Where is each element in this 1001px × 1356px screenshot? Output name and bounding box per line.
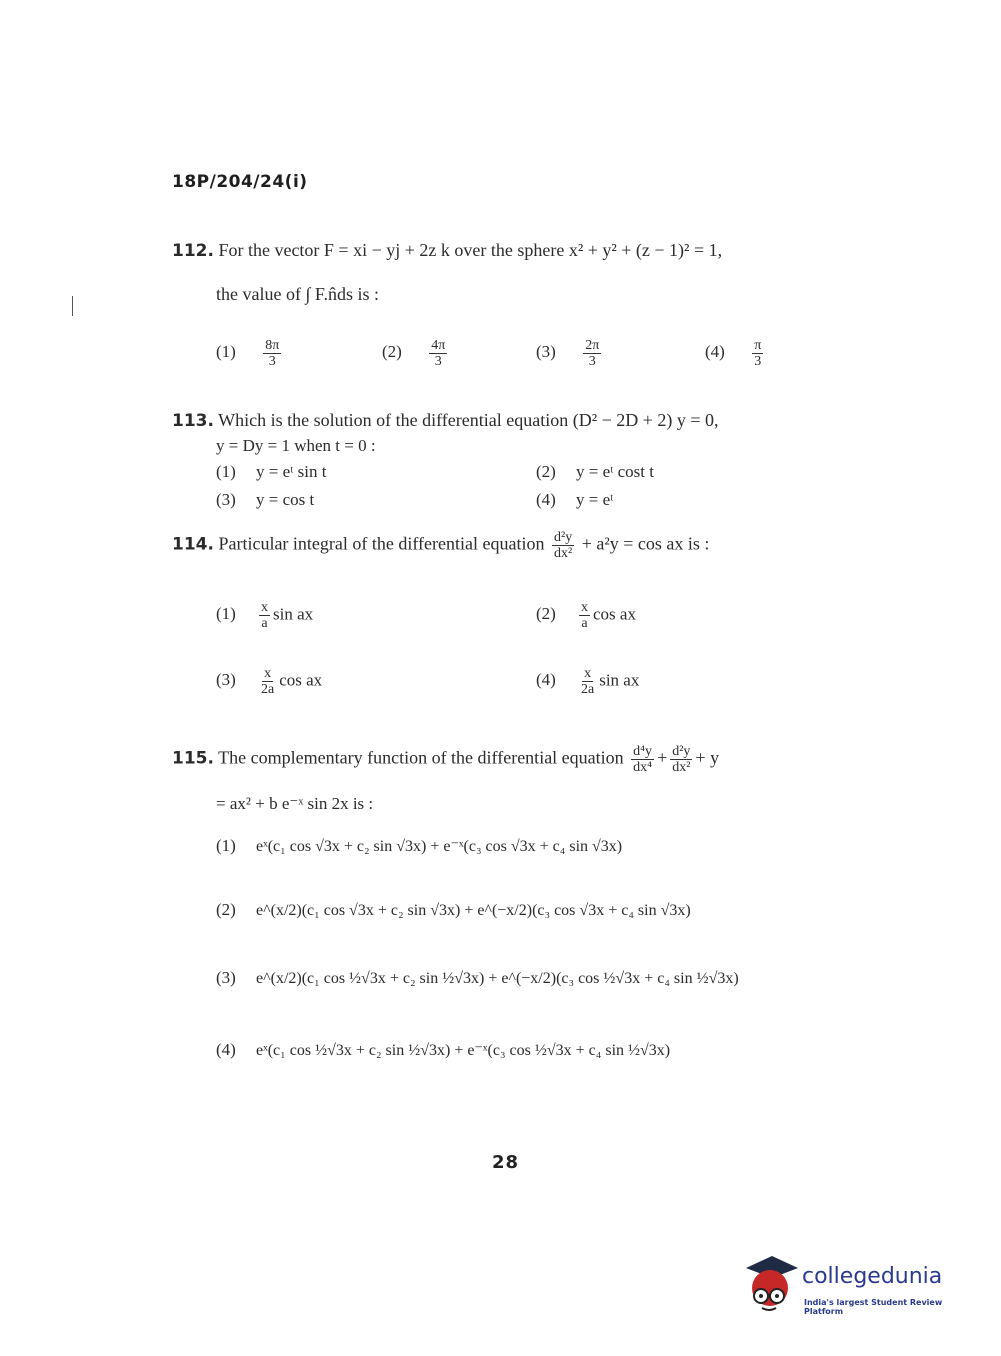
- page-number: 28: [492, 1152, 520, 1173]
- q113-option-1: [216, 462, 326, 482]
- q115-option-3: [216, 968, 739, 988]
- q112-option-3: [536, 338, 604, 369]
- option-text: e^(x/2)(c₁ cos √3x + c₂ sin √3x) + e^(−x/2)(c₃ cos √3x + c₄ sin √3x): [256, 902, 691, 919]
- fraction-numerator: x: [584, 666, 592, 681]
- question-number: 113.: [172, 411, 214, 431]
- option-text: y = eᵗ cost t: [576, 462, 654, 481]
- option-number: (1): [216, 462, 236, 481]
- collegedunia-logo: [742, 1252, 972, 1322]
- fraction-denominator: 3: [588, 354, 596, 369]
- option-number: (2): [382, 342, 402, 362]
- fraction-denominator: a: [261, 616, 268, 631]
- derivative-denominator: dx²: [672, 760, 691, 775]
- option-number: (2): [536, 604, 556, 624]
- brand-tagline: India's largest Student Review Platform: [804, 1298, 943, 1316]
- question-number: 114.: [172, 534, 214, 555]
- question-112-line2: the value of ∫ F.n̂ds is :: [216, 284, 379, 304]
- question-114-line1: [172, 530, 709, 561]
- question-number: 112.: [172, 241, 214, 261]
- option-number: (3): [216, 968, 236, 987]
- option-number: (3): [216, 670, 236, 690]
- fraction-numerator: 4π: [431, 338, 446, 353]
- q112-option-4: [705, 338, 766, 369]
- option-number: (4): [705, 342, 725, 362]
- q114-option-3: [216, 666, 322, 697]
- question-113-line2: y = Dy = 1 when t = 0 :: [216, 436, 376, 455]
- option-text: sin ax: [273, 604, 314, 624]
- option-number: (3): [536, 342, 556, 362]
- option-text: cos ax: [279, 670, 323, 690]
- option-text: e^(x/2)(c₁ cos ½√3x + c₂ sin ½√3x) + e^(−x/2)(c₃ cos ½√3x + c₄ sin ½√3x): [256, 970, 739, 987]
- fraction-numerator: π: [754, 338, 762, 353]
- question-115-line1: 115. The complementary function of the differential equation $\frac{\text{d⁴y}}{\text{dx⁴}}$ + $\frac{\text{d²y}}{\text{dx²}}$ + y: [172, 744, 720, 775]
- option-number: (4): [536, 490, 556, 509]
- option-number: (1): [216, 604, 236, 624]
- q113-option-3: [216, 490, 314, 510]
- question-text: For the vector F = xi − yj + 2z k over the sphere x² + y² + (z − 1)² = 1,: [218, 240, 723, 260]
- fraction-numerator: x: [261, 600, 268, 615]
- derivative-numerator: d²y: [672, 744, 691, 759]
- option-text: y = cos t: [256, 490, 315, 509]
- option-text: sin ax: [599, 670, 640, 690]
- question-115-line2: = ax² + b e⁻ˣ sin 2x is :: [216, 794, 374, 813]
- question-number: 115.: [172, 748, 214, 769]
- option-number: (3): [216, 490, 236, 509]
- option-number: (4): [216, 1040, 236, 1059]
- q112-option-1: [216, 338, 284, 369]
- fraction-denominator: 2a: [261, 682, 275, 697]
- fraction-denominator: 3: [268, 354, 276, 369]
- question-text-tail: + a²y = cos ax is :: [581, 533, 710, 554]
- option-text: y = eᵗ sin t: [256, 462, 327, 481]
- q114-option-4: [536, 666, 639, 697]
- option-number: (4): [536, 670, 556, 690]
- mascot-icon: [742, 1252, 800, 1314]
- fraction-numerator: 2π: [585, 338, 600, 353]
- q115-option-1: [216, 836, 622, 856]
- q113-option-4: [536, 490, 613, 510]
- question-text: Which is the solution of the differential equation (D² − 2D + 2) y = 0,: [218, 410, 719, 430]
- option-number: (2): [216, 900, 236, 919]
- paper-code: 18P/204/24(i): [172, 172, 308, 192]
- option-text: cos ax: [593, 604, 636, 624]
- fraction-numerator: x: [581, 600, 588, 615]
- question-text: The complementary function of the differential equation: [218, 747, 624, 768]
- fraction-numerator: 8π: [265, 338, 280, 353]
- question-112-line1: [172, 240, 722, 261]
- option-text: eˣ(c₁ cos ½√3x + c₂ sin ½√3x) + e⁻ˣ(c₃ cos ½√3x + c₄ sin ½√3x): [256, 1042, 671, 1059]
- derivative-denominator: dx⁴: [633, 760, 653, 775]
- fraction-denominator: a: [581, 616, 588, 631]
- question-text-tail: + y: [695, 747, 720, 768]
- fraction-denominator: 2a: [581, 682, 595, 697]
- option-number: (1): [216, 836, 236, 855]
- derivative-numerator: d²y: [554, 530, 573, 545]
- margin-mark: [72, 296, 73, 316]
- derivative-numerator: d⁴y: [633, 744, 653, 759]
- fraction-denominator: 3: [754, 354, 762, 369]
- option-number: (1): [216, 342, 236, 362]
- fraction-numerator: x: [264, 666, 272, 681]
- q112-option-2: [382, 338, 450, 369]
- q115-option-2: [216, 900, 691, 920]
- question-113-line1: [172, 410, 719, 431]
- derivative-denominator: dx²: [554, 546, 573, 561]
- option-text: y = eᵗ: [576, 490, 614, 509]
- question-text: Particular integral of the differential equation: [218, 533, 545, 554]
- fraction-denominator: 3: [434, 354, 442, 369]
- q114-option-2: [536, 600, 636, 631]
- q115-option-4: [216, 1040, 670, 1060]
- option-number: (2): [536, 462, 556, 481]
- q113-option-2: [536, 462, 654, 482]
- brand-name: collegedunia: [802, 1264, 943, 1289]
- option-text: eˣ(c₁ cos √3x + c₂ sin √3x) + e⁻ˣ(c₃ cos √3x + c₄ sin √3x): [256, 838, 623, 855]
- q114-option-1: [216, 600, 313, 631]
